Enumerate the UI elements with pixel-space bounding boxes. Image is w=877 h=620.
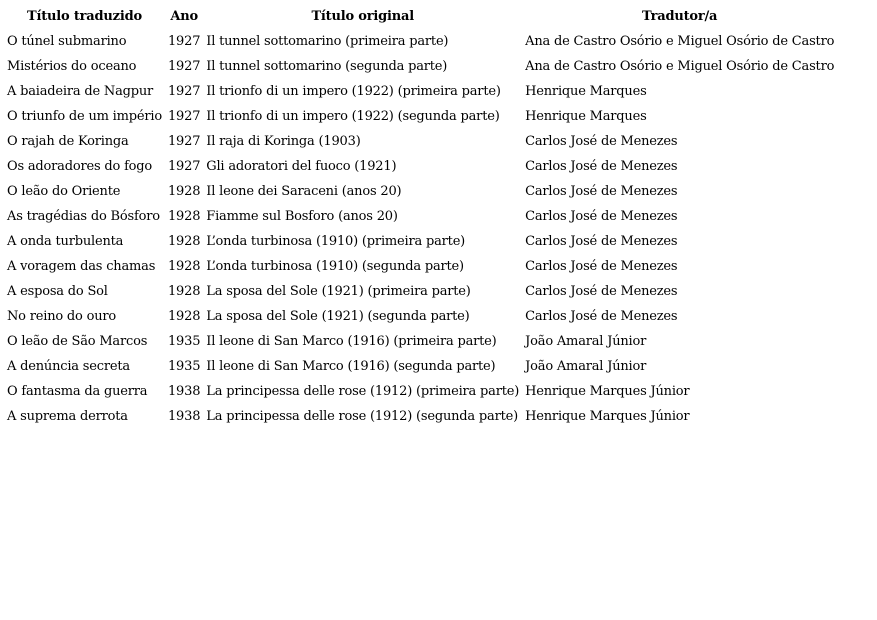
cell-translated-title: A onda turbulenta bbox=[7, 234, 124, 249]
cell-year: 1938 bbox=[167, 409, 201, 424]
cell-translated-title: O leão do Oriente bbox=[7, 184, 121, 199]
cell-year: 1928 bbox=[167, 284, 201, 299]
cell-translated-title: A esposa do Sol bbox=[7, 284, 108, 299]
cell-original-title: Il trionfo di un impero (1922) (segunda parte) bbox=[206, 109, 500, 124]
header-original-title: Título original bbox=[311, 9, 414, 24]
translations-table bbox=[4, 4, 837, 429]
cell-original-title: Il tunnel sottomarino (segunda parte) bbox=[206, 59, 448, 74]
cell-year: 1928 bbox=[167, 234, 201, 249]
cell-original-title: L’onda turbinosa (1910) (segunda parte) bbox=[206, 259, 464, 274]
cell-translated-title: O leão de São Marcos bbox=[7, 334, 148, 349]
cell-translated-title: A baiadeira de Nagpur bbox=[7, 84, 154, 99]
table-row bbox=[4, 204, 837, 229]
cell-translated-title: A denúncia secreta bbox=[7, 359, 130, 374]
cell-translator: Henrique Marques bbox=[525, 84, 647, 99]
header-translator: Tradutor/a bbox=[642, 9, 718, 24]
cell-original-title: Il tunnel sottomarino (primeira parte) bbox=[206, 34, 449, 49]
cell-translator: Henrique Marques Júnior bbox=[525, 384, 690, 399]
table-row bbox=[4, 304, 837, 329]
cell-translated-title: A voragem das chamas bbox=[7, 259, 156, 274]
cell-original-title: La principessa delle rose (1912) (primeira parte) bbox=[206, 384, 520, 399]
cell-translated-title: Mistérios do oceano bbox=[7, 59, 137, 74]
table-row bbox=[4, 154, 837, 179]
cell-original-title: Il trionfo di un impero (1922) (primeira parte) bbox=[206, 84, 501, 99]
cell-original-title: Gli adoratori del fuoco (1921) bbox=[206, 159, 397, 174]
cell-translated-title: As tragédias do Bósforo bbox=[7, 209, 160, 224]
table-row bbox=[4, 54, 837, 79]
cell-translator: Carlos José de Menezes bbox=[525, 209, 678, 224]
cell-translator: Henrique Marques Júnior bbox=[525, 409, 690, 424]
table-row bbox=[4, 79, 837, 104]
table-row bbox=[4, 354, 837, 379]
cell-original-title: Il leone dei Saraceni (anos 20) bbox=[206, 184, 402, 199]
table-row bbox=[4, 379, 837, 404]
cell-translator: Carlos José de Menezes bbox=[525, 134, 678, 149]
cell-year: 1927 bbox=[167, 59, 201, 74]
cell-translated-title: O triunfo de um império bbox=[7, 109, 162, 124]
header-year: Ano bbox=[170, 9, 198, 24]
cell-translated-title: A suprema derrota bbox=[7, 409, 128, 424]
cell-year: 1928 bbox=[167, 259, 201, 274]
cell-original-title: Il raja di Koringa (1903) bbox=[206, 134, 361, 149]
cell-translated-title: O fantasma da guerra bbox=[7, 384, 148, 399]
cell-year: 1938 bbox=[167, 384, 201, 399]
cell-year: 1928 bbox=[167, 209, 201, 224]
cell-original-title: La sposa del Sole (1921) (primeira parte) bbox=[206, 284, 471, 299]
cell-original-title: La principessa delle rose (1912) (segunda parte) bbox=[206, 409, 518, 424]
cell-year: 1928 bbox=[167, 309, 201, 324]
cell-translator: Carlos José de Menezes bbox=[525, 159, 678, 174]
table-header-row bbox=[4, 4, 837, 29]
cell-year: 1927 bbox=[167, 159, 201, 174]
table-row bbox=[4, 29, 837, 54]
cell-translator: Carlos José de Menezes bbox=[525, 309, 678, 324]
cell-translated-title: O rajah de Koringa bbox=[7, 134, 129, 149]
cell-translator: João Amaral Júnior bbox=[525, 359, 647, 374]
cell-translator: Henrique Marques bbox=[525, 109, 647, 124]
cell-original-title: La sposa del Sole (1921) (segunda parte) bbox=[206, 309, 470, 324]
cell-original-title: Il leone di San Marco (1916) (primeira parte) bbox=[206, 334, 497, 349]
cell-year: 1935 bbox=[167, 359, 201, 374]
cell-translator: Carlos José de Menezes bbox=[525, 234, 678, 249]
table-row bbox=[4, 229, 837, 254]
cell-year: 1927 bbox=[167, 84, 201, 99]
cell-translated-title: No reino do ouro bbox=[7, 309, 117, 324]
table-row bbox=[4, 279, 837, 304]
cell-year: 1927 bbox=[167, 109, 201, 124]
table-row bbox=[4, 179, 837, 204]
table-row bbox=[4, 104, 837, 129]
cell-year: 1928 bbox=[167, 184, 201, 199]
cell-original-title: Fiamme sul Bosforo (anos 20) bbox=[206, 209, 398, 224]
table-row bbox=[4, 329, 837, 354]
cell-original-title: Il leone di San Marco (1916) (segunda parte) bbox=[206, 359, 496, 374]
table-body bbox=[4, 29, 837, 429]
cell-translated-title: O túnel submarino bbox=[7, 34, 127, 49]
cell-original-title: L’onda turbinosa (1910) (primeira parte) bbox=[206, 234, 466, 249]
cell-translator: Carlos José de Menezes bbox=[525, 284, 678, 299]
cell-year: 1935 bbox=[167, 334, 201, 349]
cell-translator: Carlos José de Menezes bbox=[525, 259, 678, 274]
cell-translator: João Amaral Júnior bbox=[525, 334, 647, 349]
cell-translator: Ana de Castro Osório e Miguel Osório de Castro bbox=[525, 34, 835, 49]
table-row bbox=[4, 404, 837, 429]
table-row bbox=[4, 129, 837, 154]
table-row bbox=[4, 254, 837, 279]
cell-translator: Ana de Castro Osório e Miguel Osório de Castro bbox=[525, 59, 835, 74]
header-translated-title: Título traduzido bbox=[27, 9, 142, 24]
cell-year: 1927 bbox=[167, 34, 201, 49]
cell-translated-title: Os adoradores do fogo bbox=[7, 159, 153, 174]
cell-year: 1927 bbox=[167, 134, 201, 149]
cell-translator: Carlos José de Menezes bbox=[525, 184, 678, 199]
